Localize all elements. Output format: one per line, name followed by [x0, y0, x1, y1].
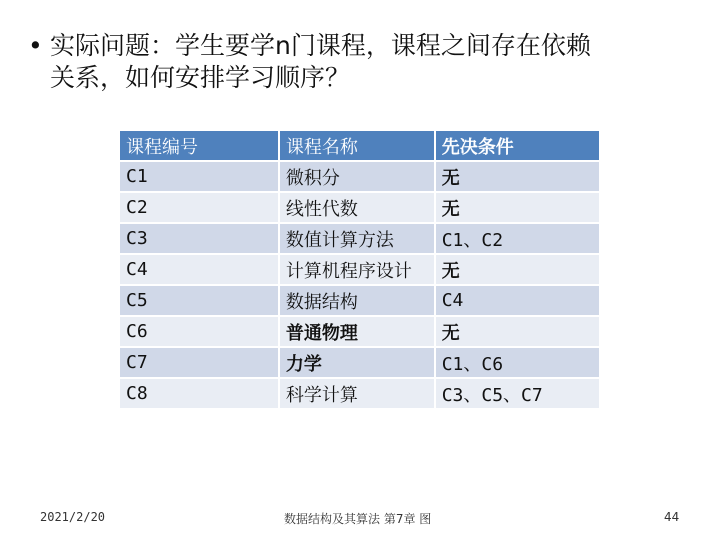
course-name-cell: 数值计算方法 — [279, 223, 435, 254]
table-row — [119, 378, 600, 409]
prerequisite-cell: 无 — [435, 316, 600, 347]
table-row — [119, 254, 600, 285]
bullet-line-1: 实际问题：学生要学n门课程，课程之间存在依赖 — [50, 31, 591, 60]
bullet-line-2: 关系，如何安排学习顺序？ — [50, 63, 351, 92]
course-id-cell: C8 — [119, 378, 279, 409]
course-table — [119, 130, 600, 409]
course-name-cell: 线性代数 — [279, 192, 435, 223]
course-name-cell: 微积分 — [279, 161, 435, 192]
header-course-name: 课程名称 — [279, 130, 435, 161]
footer-date: 2021/2/20 — [40, 510, 106, 524]
course-id-cell: C5 — [119, 285, 279, 316]
bullet-marker: • — [28, 31, 43, 60]
prerequisite-cell: C1、C2 — [435, 223, 600, 254]
course-id-cell: C1 — [119, 161, 279, 192]
footer-title: 数据结构及其算法 第7章 图 — [284, 512, 432, 526]
prerequisite-cell: 无 — [435, 161, 600, 192]
prerequisite-cell: 无 — [435, 192, 600, 223]
table-row — [119, 347, 600, 378]
header-prerequisites: 先决条件 — [435, 130, 600, 161]
course-id-cell: C3 — [119, 223, 279, 254]
table-row — [119, 161, 600, 192]
table-header-row — [119, 130, 600, 161]
table-row — [119, 192, 600, 223]
course-id-cell: C6 — [119, 316, 279, 347]
course-name-cell: 计算机程序设计 — [279, 254, 435, 285]
course-name-cell: 力学 — [279, 347, 435, 378]
table-row — [119, 223, 600, 254]
table-row — [119, 316, 600, 347]
course-name-cell: 科学计算 — [279, 378, 435, 409]
bullet-text — [28, 30, 698, 94]
prerequisite-cell: C3、C5、C7 — [435, 378, 600, 409]
course-id-cell: C4 — [119, 254, 279, 285]
page-number: 44 — [664, 510, 680, 524]
course-name-cell: 数据结构 — [279, 285, 435, 316]
course-id-cell: C2 — [119, 192, 279, 223]
course-name-cell: 普通物理 — [279, 316, 435, 347]
course-id-cell: C7 — [119, 347, 279, 378]
prerequisite-cell: C4 — [435, 285, 600, 316]
header-course-id: 课程编号 — [119, 130, 279, 161]
prerequisite-cell: 无 — [435, 254, 600, 285]
table-row — [119, 285, 600, 316]
prerequisite-cell: C1、C6 — [435, 347, 600, 378]
